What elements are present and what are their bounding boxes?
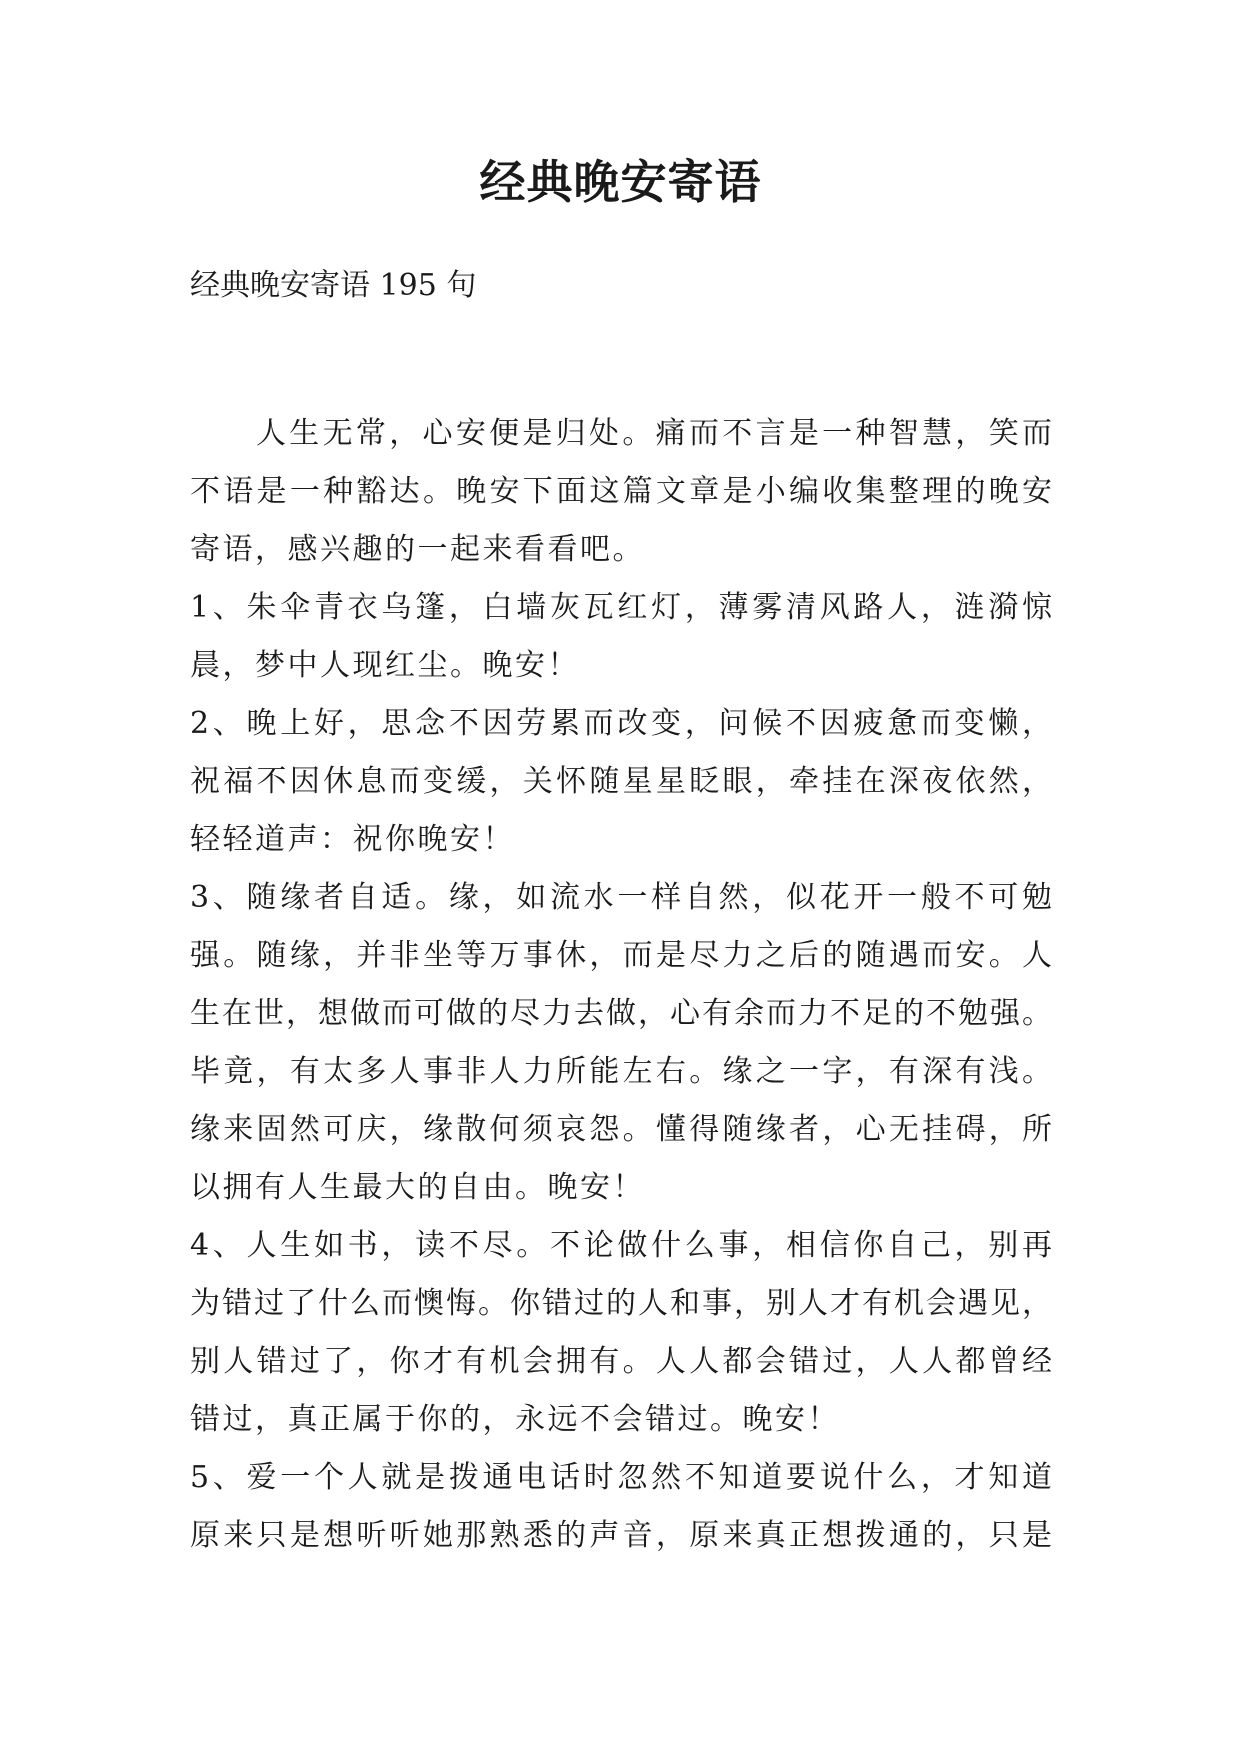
body-line: 强。随缘，并非坐等万事休，而是尽力之后的随遇而安。人 [190, 938, 1052, 973]
body-line: 4、人生如书，读不尽。不论做什么事，相信你自己，别再 [190, 1228, 1052, 1263]
body-line: 人生无常，心安便是归处。痛而不言是一种智慧，笑而 [256, 416, 1052, 451]
body-line: 毕竟，有太多人事非人力所能左右。缘之一字，有深有浅。 [190, 1054, 1052, 1089]
body-line: 轻轻道声：祝你晚安！ [190, 822, 515, 857]
body-line: 1、朱伞青衣乌篷，白墙灰瓦红灯，薄雾清风路人，涟漪惊 [190, 590, 1052, 625]
body-line: 寄语，感兴趣的一起来看看吧。 [190, 532, 645, 567]
body-line: 生在世，想做而可做的尽力去做，心有余而力不足的不勉强。 [190, 996, 1052, 1031]
document-subtitle: 经典晚安寄语 195 句 [190, 268, 477, 303]
body-line: 晨，梦中人现红尘。晚安！ [190, 648, 580, 683]
body-text [190, 405, 1052, 1565]
body-line: 为错过了什么而懊悔。你错过的人和事，别人才有机会遇见， [190, 1286, 1052, 1321]
body-line: 5、爱一个人就是拨通电话时忽然不知道要说什么，才知道 [190, 1460, 1052, 1495]
body-line: 祝福不因休息而变缓，关怀随星星眨眼，牵挂在深夜依然， [190, 764, 1052, 799]
body-line: 3、随缘者自适。缘，如流水一样自然，似花开一般不可勉 [190, 880, 1052, 915]
body-line: 缘来固然可庆，缘散何须哀怨。懂得随缘者，心无挂碍，所 [190, 1112, 1052, 1147]
body-line: 以拥有人生最大的自由。晚安！ [190, 1170, 645, 1205]
body-line: 2、晚上好，思念不因劳累而改变，问候不因疲惫而变懒， [190, 706, 1052, 741]
body-line: 原来只是想听听她那熟悉的声音，原来真正想拨通的，只是 [190, 1518, 1052, 1553]
body-line: 错过，真正属于你的，永远不会错过。晚安！ [190, 1402, 840, 1437]
page-title: 经典晚安寄语 [479, 155, 762, 209]
body-line: 不语是一种豁达。晚安下面这篇文章是小编收集整理的晚安 [190, 474, 1052, 509]
body-line: 别人错过了，你才有机会拥有。人人都会错过，人人都曾经 [190, 1344, 1052, 1379]
